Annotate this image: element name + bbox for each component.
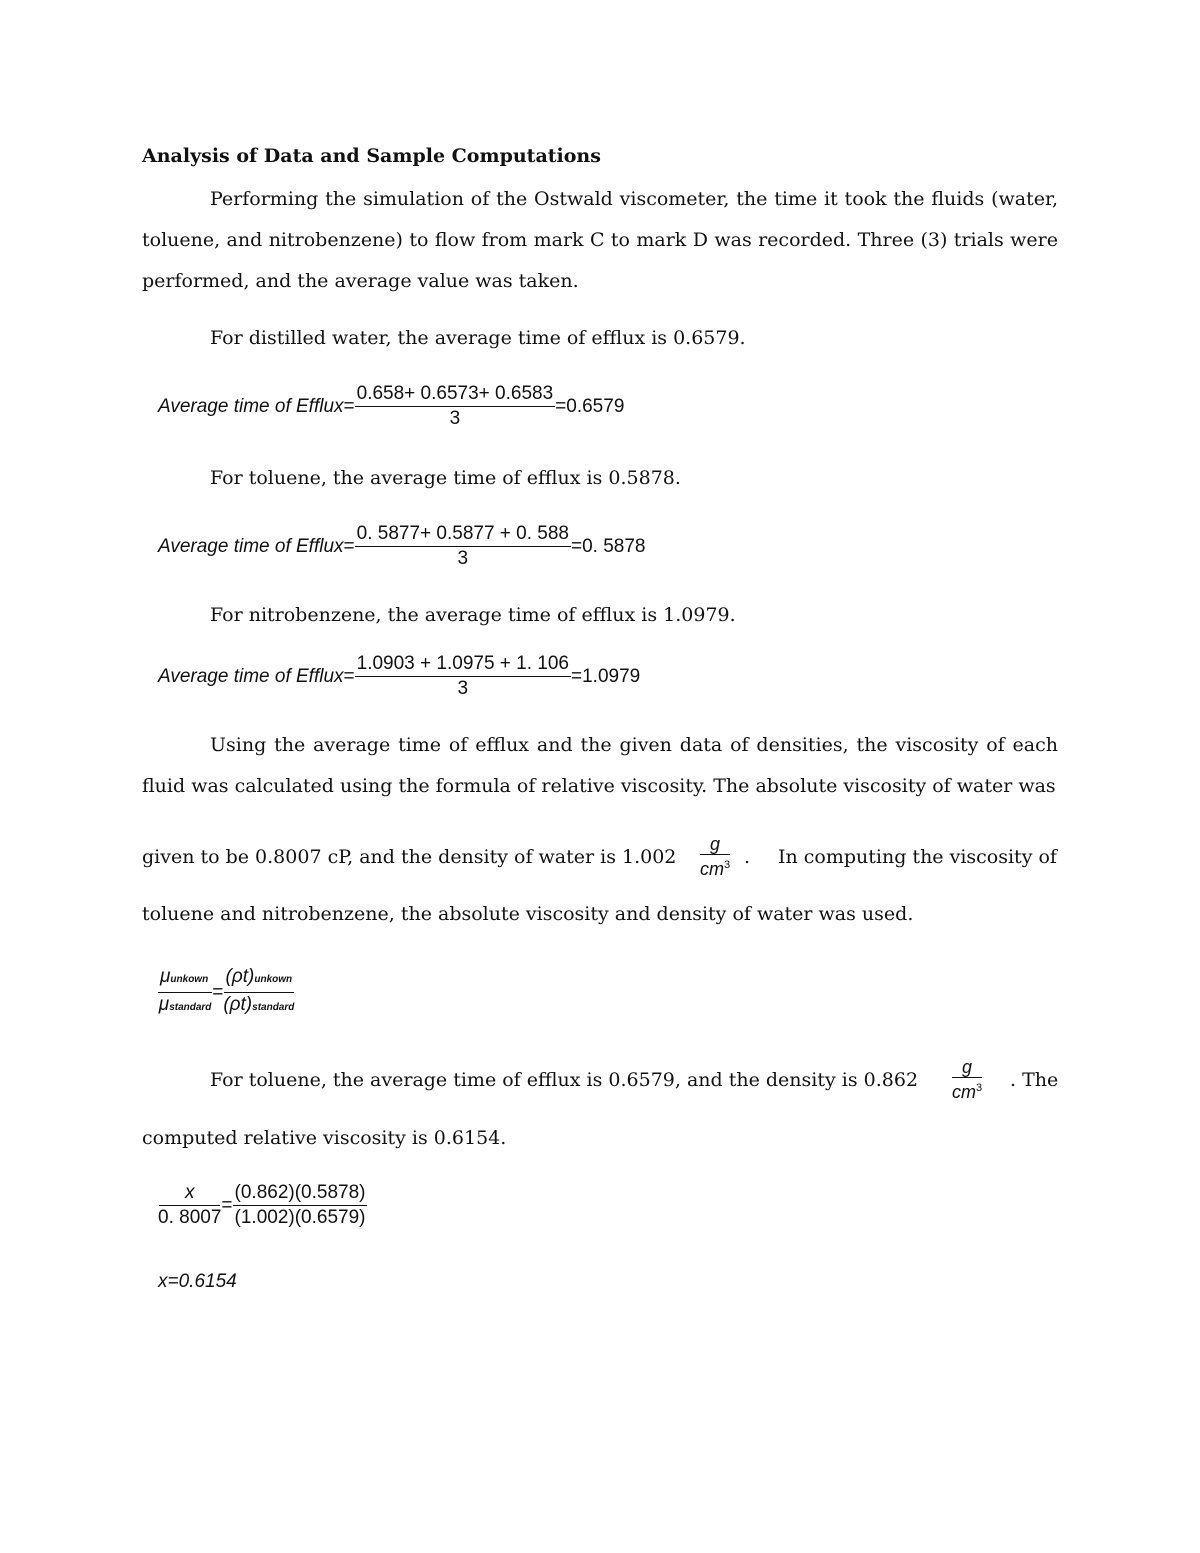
toluene-calc-equation — [158, 1182, 367, 1229]
unit2-numerator: g — [952, 1057, 982, 1078]
intro-paragraph: Performing the simulation of the Ostwald viscometer, the time it took the fluids (water, toluene, and nitrobenzene) to flow from mark C to mark D was recorded. Three (3) trials were performed, and the average value was taken. — [142, 188, 1058, 292]
formula-rhs-numerator — [224, 966, 295, 993]
viscosity-paragraph-2b: . — [744, 846, 751, 868]
toluene-calc-rhs-denominator: (1.002)(0.6579) — [234, 1207, 366, 1228]
toluene-calc-rhs-fraction — [233, 1182, 368, 1229]
toluene-calc-lhs-denominator: 0. 8007 — [158, 1207, 222, 1228]
toluene-statement: For toluene, the average time of efflux is 0.5878. — [210, 467, 681, 489]
water-eq-denominator: 3 — [449, 408, 461, 429]
water-eq-fraction — [355, 383, 556, 430]
unit-den-base: cm — [700, 859, 724, 879]
toluene-calc-rhs-numerator: (0.862)(0.5878) — [233, 1182, 368, 1206]
toluene-calc-equals: = — [221, 1194, 233, 1216]
toluene-eq-equals: = — [343, 535, 355, 557]
toluene-calc-lhs-numerator: x — [159, 1182, 221, 1206]
toluene-eq-denominator: 3 — [457, 548, 469, 569]
nitrobenzene-eq-equals: = — [343, 665, 355, 687]
toluene-eq-fraction — [355, 523, 571, 570]
toluene-eq-result: =0. 5878 — [571, 535, 646, 557]
water-density-unit — [700, 834, 730, 879]
water-statement: For distilled water, the average time of efflux is 0.6579. — [210, 327, 746, 349]
viscosity-paragraph-2c: In computing the viscosity of — [778, 846, 1057, 868]
unit-denominator — [700, 855, 730, 879]
formula-equals: = — [212, 981, 224, 1003]
nitrobenzene-equation — [158, 653, 640, 700]
unit-numerator: g — [700, 834, 730, 855]
formula-rho-t-top: (ρt) — [225, 966, 255, 987]
unit-den-exponent: 3 — [724, 859, 731, 871]
formula-lhs-fraction — [158, 966, 212, 1019]
water-eq-result: =0.6579 — [555, 395, 625, 417]
formula-rhs-fraction — [223, 966, 294, 1019]
formula-standard-sub: standard — [169, 1002, 212, 1013]
toluene-calc-statement-a: For toluene, the average time of efflux is 0.6579, and the density is 0.862 — [210, 1069, 919, 1091]
toluene-calc-lhs-fraction — [158, 1182, 221, 1229]
nitrobenzene-eq-numerator: 1.0903 + 1.0975 + 1. 106 — [355, 653, 571, 677]
formula-rho-t-bottom: (ρt) — [223, 994, 253, 1015]
nitrobenzene-eq-denominator: 3 — [457, 678, 469, 699]
formula-mu-top: μ — [160, 966, 171, 987]
viscosity-paragraph-1: Using the average time of efflux and the given data of densities, the viscosity of each fluid was calculated using the formula of relative viscosity. The absolute viscosity of water was — [142, 734, 1058, 797]
toluene-eq-lhs: Average time of Efflux — [158, 535, 344, 557]
formula-unknown-sub: unkown — [170, 974, 209, 985]
water-eq-equals: = — [343, 395, 355, 417]
formula-rhs-standard-sub: standard — [252, 1002, 295, 1013]
toluene-eq-numerator: 0. 5877+ 0.5877 + 0. 588 — [355, 523, 571, 547]
formula-lhs-numerator — [158, 966, 212, 993]
toluene-calc-result: x=0.6154 — [158, 1271, 237, 1292]
nitrobenzene-eq-lhs: Average time of Efflux — [158, 665, 344, 687]
nitrobenzene-eq-result: =1.0979 — [571, 665, 641, 687]
nitrobenzene-statement: For nitrobenzene, the average time of efflux is 1.0979. — [210, 604, 736, 626]
nitrobenzene-eq-fraction — [355, 653, 571, 700]
formula-rhs-unknown-sub: unkown — [254, 974, 293, 985]
unit2-den-exponent: 3 — [976, 1082, 983, 1094]
toluene-equation — [158, 523, 646, 570]
water-eq-lhs: Average time of Efflux — [158, 395, 344, 417]
unit2-den-base: cm — [952, 1082, 976, 1102]
relative-viscosity-formula — [158, 966, 294, 1019]
unit2-denominator — [952, 1078, 982, 1102]
viscosity-paragraph-2a: given to be 0.8007 cP, and the density of water is 1.002 — [142, 846, 677, 868]
water-equation — [158, 383, 624, 430]
water-eq-numerator: 0.658+ 0.6573+ 0.6583 — [355, 383, 556, 407]
formula-mu-bottom: μ — [158, 994, 170, 1015]
toluene-calc-statement-c: computed relative viscosity is 0.6154. — [142, 1127, 507, 1149]
toluene-density-unit — [952, 1057, 982, 1102]
formula-rhs-denominator — [223, 993, 294, 1019]
formula-lhs-denominator — [159, 993, 212, 1019]
toluene-calc-statement-b: . The — [1010, 1069, 1059, 1091]
viscosity-paragraph-3: toluene and nitrobenzene, the absolute viscosity and density of water was used. — [142, 903, 914, 925]
section-heading: Analysis of Data and Sample Computations — [142, 145, 601, 167]
